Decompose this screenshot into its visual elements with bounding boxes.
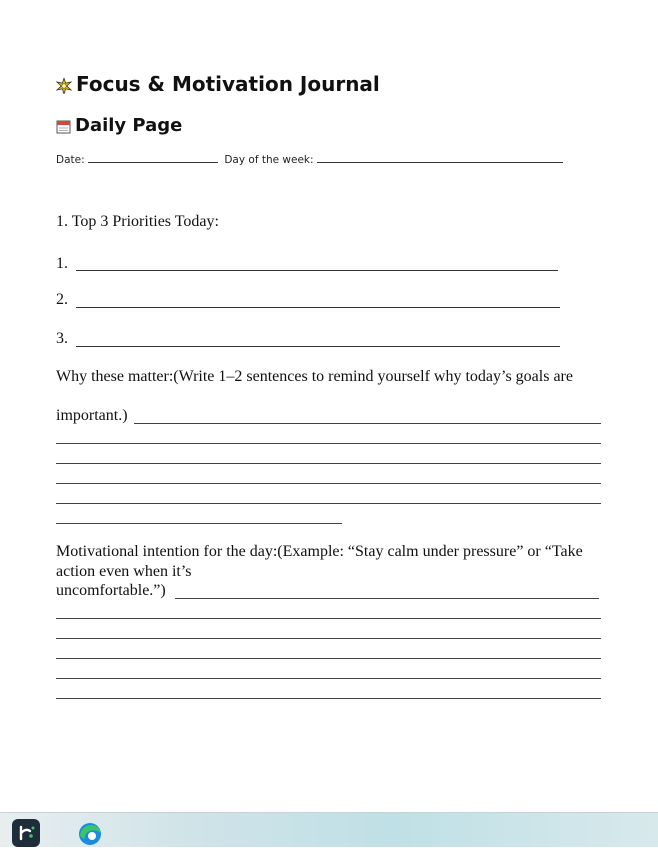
date-label: Date: bbox=[56, 154, 85, 166]
why-writing-line[interactable] bbox=[56, 503, 601, 504]
date-blank[interactable] bbox=[88, 153, 218, 163]
daily-page-heading bbox=[56, 115, 182, 136]
taskbar bbox=[0, 812, 658, 847]
intention-writing-line[interactable] bbox=[56, 618, 601, 619]
priorities-heading: 1. Top 3 Priorities Today: bbox=[56, 213, 219, 230]
intention-prompt: Motivational intention for the day:(Example: “Stay calm under pressure” or “Take action even when it’s bbox=[56, 543, 583, 580]
priority-line-3[interactable] bbox=[76, 346, 560, 347]
day-label: Day of the week: bbox=[224, 154, 314, 166]
why-writing-line[interactable] bbox=[56, 463, 601, 464]
day-blank[interactable] bbox=[317, 153, 563, 163]
why-prompt-end: important.) bbox=[56, 407, 128, 424]
app-launcher-icon bbox=[12, 819, 40, 847]
journal-title-text: Focus & Motivation Journal bbox=[76, 72, 380, 96]
why-writing-line[interactable] bbox=[56, 443, 601, 444]
calendar-icon bbox=[56, 119, 71, 134]
daily-page-heading-text: Daily Page bbox=[75, 115, 183, 136]
intention-writing-line[interactable] bbox=[56, 678, 601, 679]
date-row bbox=[56, 153, 563, 166]
intention-writing-line[interactable] bbox=[56, 698, 601, 699]
intention-prompt-end: uncomfortable.”) bbox=[56, 582, 166, 599]
journal-title bbox=[56, 72, 380, 96]
priority-line-2[interactable] bbox=[76, 307, 560, 308]
app-launcher-button[interactable] bbox=[12, 819, 40, 847]
intention-writing-line[interactable] bbox=[56, 658, 601, 659]
priority-number-2: 2. bbox=[56, 291, 68, 308]
sparkle-star-icon bbox=[56, 78, 72, 94]
why-writing-line[interactable] bbox=[56, 483, 601, 484]
edge-browser-button[interactable] bbox=[76, 819, 104, 847]
priority-line-1[interactable] bbox=[76, 270, 558, 271]
intention-writing-line[interactable] bbox=[175, 598, 599, 599]
why-prompt: Why these matter:(Write 1–2 sentences to remind yourself why today’s goals are bbox=[56, 368, 573, 385]
edge-browser-icon bbox=[76, 819, 104, 847]
why-writing-line[interactable] bbox=[56, 523, 342, 524]
priority-number-1: 1. bbox=[56, 255, 68, 272]
priority-number-3: 3. bbox=[56, 330, 68, 347]
intention-writing-line[interactable] bbox=[56, 638, 601, 639]
why-writing-line[interactable] bbox=[134, 423, 601, 424]
